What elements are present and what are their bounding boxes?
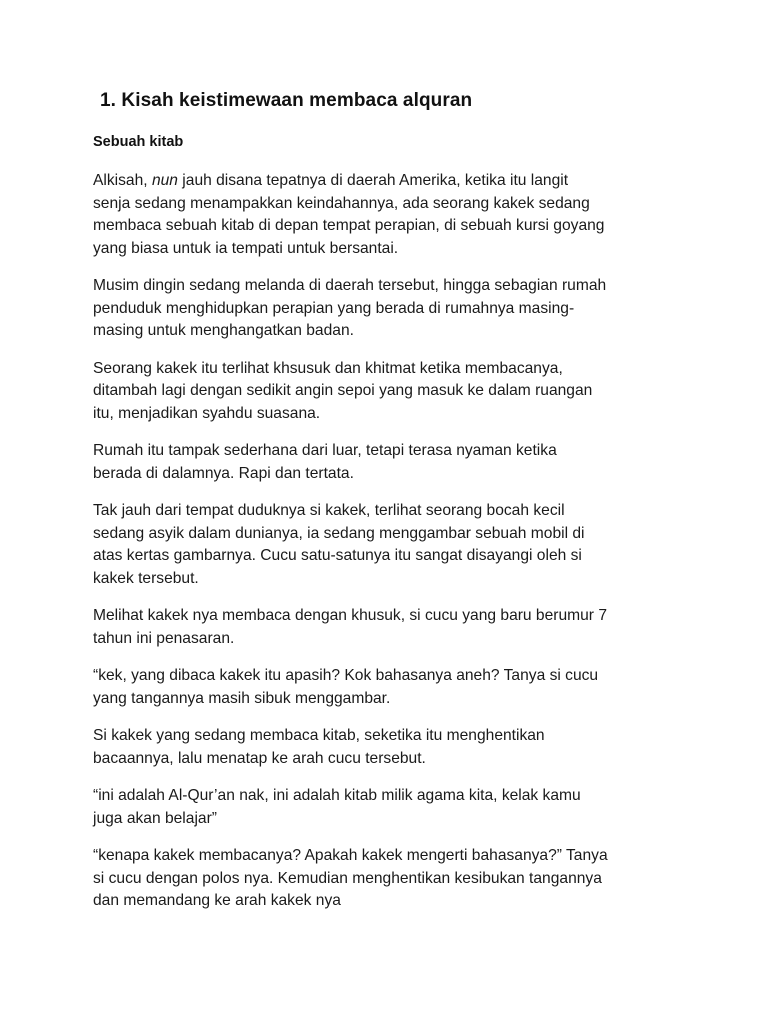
text-line: senja sedang menampakkan keindahannya, ada seorang kakek sedang — [93, 194, 590, 212]
paragraph-7 — [93, 665, 683, 710]
text-line: masing untuk menghangatkan badan. — [93, 322, 354, 339]
paragraph-1 — [93, 170, 683, 260]
paragraph-3 — [93, 358, 683, 426]
text-line: Alkisah, nun jauh disana tepatnya di daerah Amerika, ketika itu langit — [93, 172, 569, 189]
emphasis-nun: nun — [151, 172, 178, 189]
paragraph-8 — [93, 725, 683, 770]
text-line: “ini adalah Al-Qur’an nak, ini adalah kitab milik agama kita, kelak kamu — [93, 787, 581, 804]
text-line: bacaannya, lalu menatap ke arah cucu tersebut. — [93, 749, 426, 767]
paragraph-4 — [93, 440, 683, 485]
text-line: “kek, yang dibaca kakek itu apasih? Kok bahasanya aneh? Tanya si cucu — [93, 667, 599, 684]
text-line: “kenapa kakek membacanya? Apakah kakek mengerti bahasanya?” Tanya — [93, 847, 608, 864]
text-line: Melihat kakek nya membaca dengan khusuk, si cucu yang baru berumur 7 — [93, 607, 608, 624]
text-line: membaca sebuah kitab di depan tempat perapian, di sebuah kursi goyang — [93, 217, 605, 234]
text-line: tahun ini penasaran. — [93, 629, 235, 647]
page-title: 1. Kisah keistimewaan membaca alquran — [100, 90, 473, 111]
text-line: itu, menjadikan syahdu suasana. — [93, 404, 321, 422]
section-subtitle: Sebuah kitab — [93, 134, 184, 150]
text-line: si cucu dengan polos nya. Kemudian menghentikan kesibukan tangannya — [93, 869, 602, 887]
text-line: Rumah itu tampak sederhana dari luar, tetapi terasa nyaman ketika — [93, 442, 557, 459]
text-line: sedang asyik dalam dunianya, ia sedang menggambar sebuah mobil di — [93, 524, 585, 542]
text-line: kakek tersebut. — [93, 569, 199, 587]
text-line: berada di dalamnya. Rapi dan tertata. — [93, 464, 354, 482]
text-line: ditambah lagi dengan sedikit angin sepoi yang masuk ke dalam ruangan — [93, 382, 593, 399]
text-line: Tak jauh dari tempat duduknya si kakek, terlihat seorang bocah kecil — [93, 502, 565, 519]
text-line: juga akan belajar” — [93, 809, 217, 827]
text-line: yang biasa untuk ia tempati untuk bersantai. — [93, 239, 399, 257]
paragraph-9 — [93, 785, 683, 830]
text-line: penduduk menghidupkan perapian yang berada di rumahnya masing- — [93, 299, 575, 317]
text-line: yang tangannya masih sibuk menggambar. — [93, 689, 391, 707]
paragraph-6 — [93, 605, 683, 650]
text-line: Musim dingin sedang melanda di daerah tersebut, hingga sebagian rumah — [93, 277, 607, 294]
text-line: Seorang kakek itu terlihat khsusuk dan khitmat ketika membacanya, — [93, 359, 563, 377]
text-line: atas kertas gambarnya. Cucu satu-satunya itu sangat disayangi oleh si — [93, 547, 582, 564]
paragraph-5 — [93, 500, 683, 590]
paragraph-2 — [93, 275, 683, 343]
story-body — [93, 170, 683, 928]
text-line: Si kakek yang sedang membaca kitab, seketika itu menghentikan — [93, 727, 545, 744]
text-line: dan memandang ke arah kakek nya — [93, 892, 341, 909]
paragraph-10 — [93, 845, 683, 913]
